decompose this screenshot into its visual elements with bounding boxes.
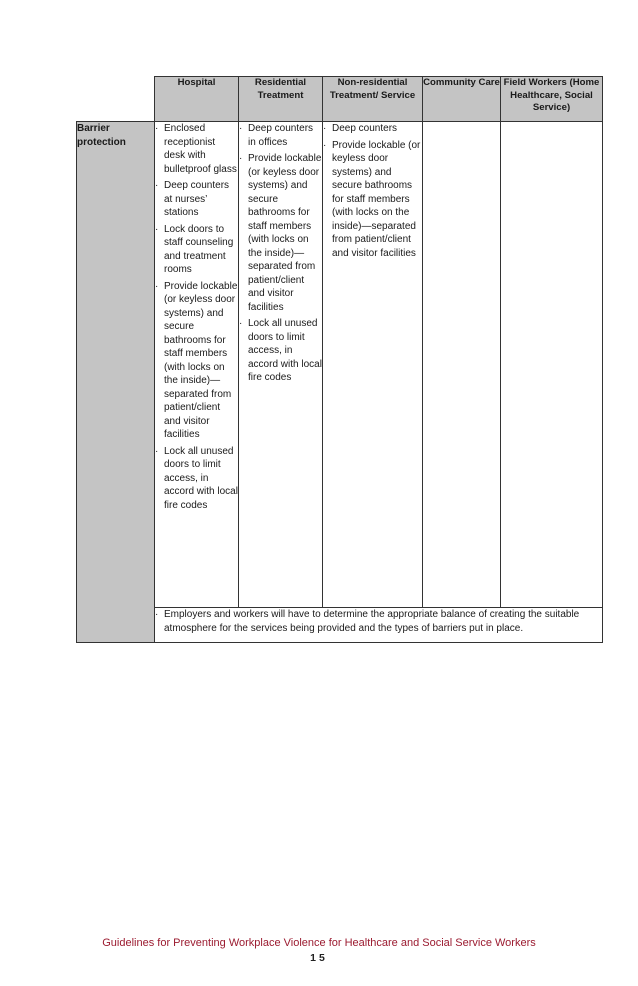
bullet-icon: · (239, 153, 243, 164)
bullet-icon: · (155, 280, 159, 292)
hospital-list (155, 122, 238, 512)
corner-cell (77, 77, 155, 122)
list-item-text: Provide lockable (or keyless door systems) and secure bathrooms for staff members (with locks on the inside)—separated from patient/client and visitor facilities (248, 153, 322, 313)
cell-community (423, 122, 501, 608)
header-field-workers: Field Workers (Home Healthcare, Social Service) (501, 77, 603, 122)
list-item (239, 122, 322, 149)
nonresidential-list (323, 122, 422, 260)
list-item-text: Lock all unused doors to limit access, in accord with local fire codes (164, 445, 238, 511)
list-item (155, 223, 238, 277)
list-item-text: Deep counters at nurses’ stations (164, 180, 230, 218)
header-community: Community Care (423, 77, 501, 122)
footer-title: Guidelines for Preventing Workplace Violence for Healthcare and Social Service Workers (102, 937, 536, 949)
note-item (155, 608, 602, 635)
list-item-text: Lock all unused doors to limit access, in accord with local fire codes (248, 318, 322, 383)
row-label-barrier-protection: Barrier protection (77, 122, 155, 643)
table-row (77, 122, 603, 608)
bullet-icon: · (155, 223, 159, 235)
residential-list (239, 122, 322, 385)
cell-nonresidential (323, 122, 423, 608)
page-number: 15 (310, 952, 328, 964)
bullet-icon: · (155, 180, 159, 191)
bullet-icon: · (239, 318, 243, 329)
header-row (77, 77, 603, 122)
list-item (323, 122, 422, 136)
list-item-text: Lock doors to staff counseling and treatment rooms (164, 223, 234, 275)
list-item-text: Deep counters (332, 123, 398, 134)
header-hospital: Hospital (155, 77, 239, 122)
header-residential: Residential Treatment (239, 77, 323, 122)
list-item-text: Deep counters in offices (248, 123, 314, 148)
note-text: Employers and workers will have to determine the appropriate balance of creating the suitable atmosphere for the services being provided and the types of barriers put in place. (164, 609, 580, 634)
list-item (239, 152, 322, 314)
barrier-protection-table (76, 76, 603, 643)
cell-residential (239, 122, 323, 608)
note-row (77, 608, 603, 643)
bullet-icon: · (155, 445, 159, 457)
bullet-icon: · (323, 123, 327, 134)
cell-field-workers (501, 122, 603, 608)
list-item-text: Enclosed receptionist desk with bulletproof glass (164, 123, 237, 175)
list-item-text: Provide lockable (or keyless door systems) and secure bathrooms for staff members (with locks on the inside)—separated from patient/client and visitor facilities (164, 280, 238, 440)
list-item (155, 122, 238, 176)
list-item (155, 280, 238, 442)
list-item (155, 445, 238, 513)
list-item (239, 317, 322, 385)
list-item (323, 139, 422, 261)
cell-hospital (155, 122, 239, 608)
bullet-icon: · (239, 123, 243, 134)
bullet-icon: · (155, 609, 159, 621)
list-item (155, 179, 238, 220)
note-cell (155, 608, 603, 643)
header-nonresidential: Non-residential Treatment/ Service (323, 77, 423, 122)
bullet-icon: · (155, 123, 159, 134)
list-item-text: Provide lockable (or keyless door systems) and secure bathrooms for staff members (with locks on the inside)—separated from patient/client and visitor facilities (332, 139, 421, 259)
bullet-icon: · (323, 139, 327, 151)
